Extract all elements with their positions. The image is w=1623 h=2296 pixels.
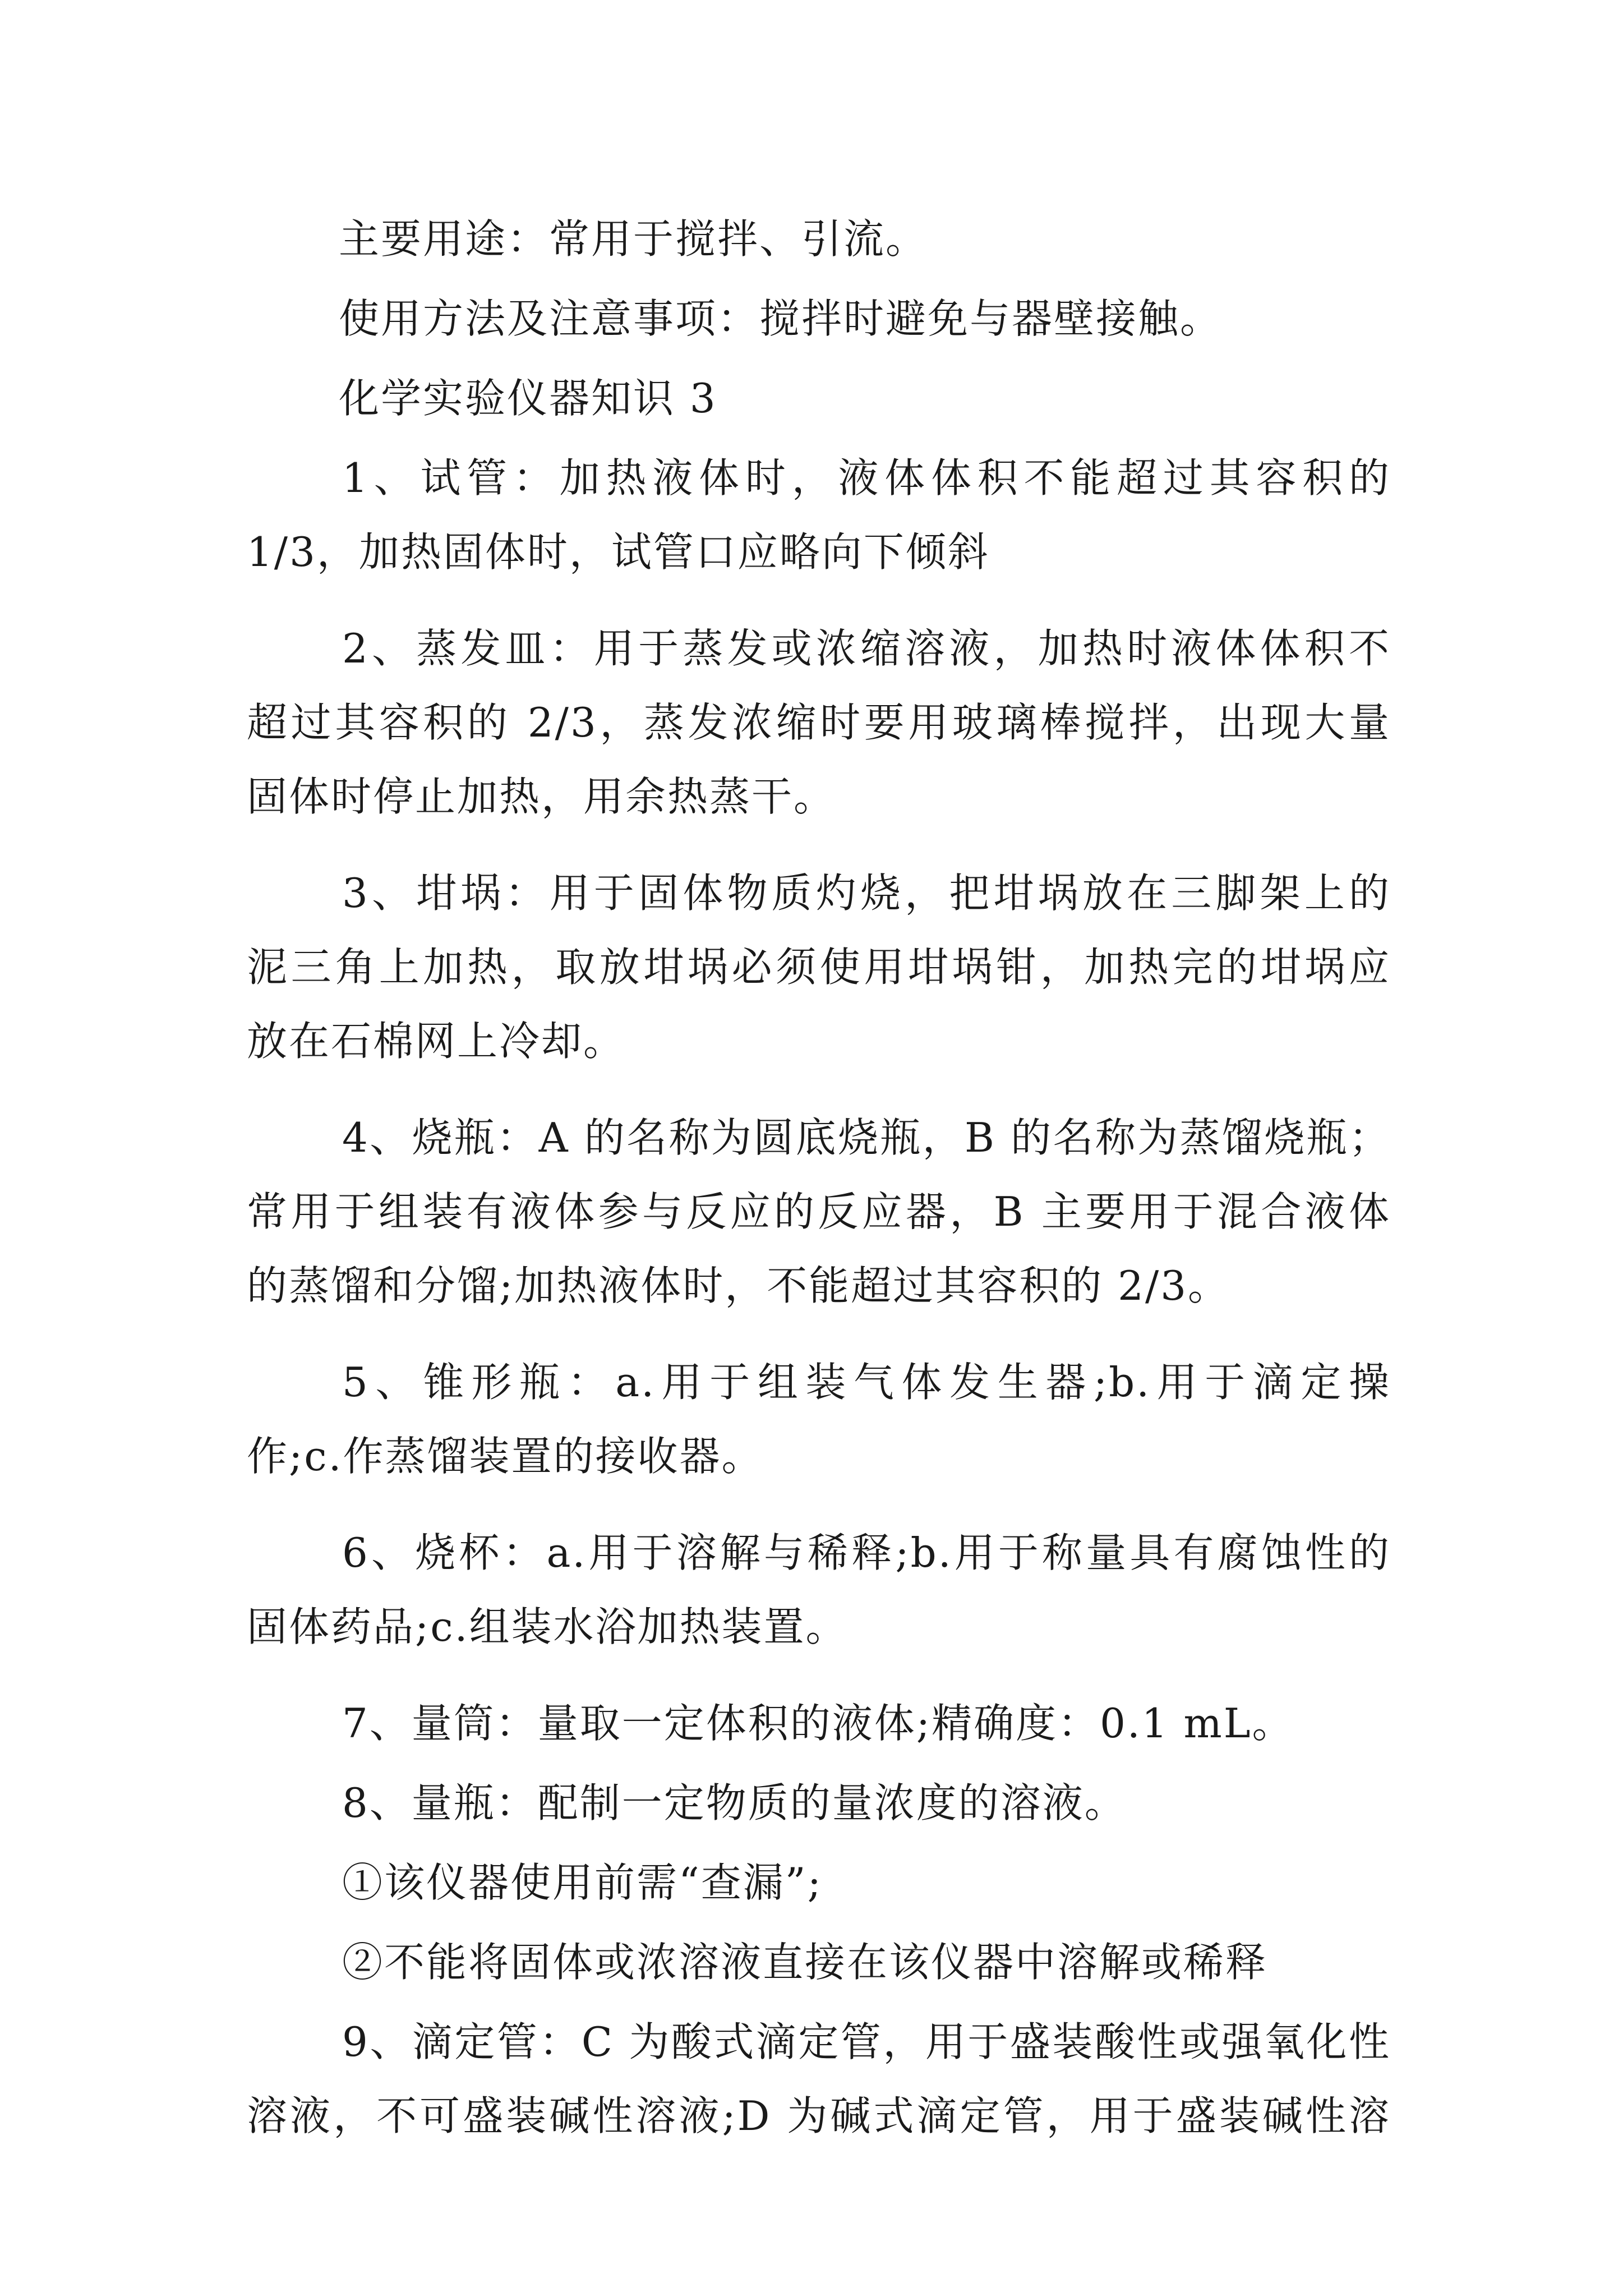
text-line-usage-notes: 使用方法及注意事项：搅拌时避免与器壁接触。 xyxy=(339,295,1223,342)
item-8-note-2: ②不能将固体或浓溶液直接在该仪器中溶解或稀释 xyxy=(342,1939,1268,1986)
item-6-line-1: 6、烧杯：a.用于溶解与稀释;b.用于称量具有腐蚀性的 xyxy=(342,1529,1391,1576)
item-9-line-1: 9、滴定管：C 为酸式滴定管，用于盛装酸性或强氧化性 xyxy=(342,2018,1391,2065)
item-5-line-2: 作;c.作蒸馏装置的接收器。 xyxy=(247,1433,764,1480)
item-2-line-1: 2、蒸发皿：用于蒸发或浓缩溶液，加热时液体体积不 xyxy=(342,625,1391,672)
item-7-line-1: 7、量筒：量取一定体积的液体;精确度：0.1 mL。 xyxy=(342,1700,1294,1747)
section-heading: 化学实验仪器知识 3 xyxy=(339,375,717,422)
item-4-line-1: 4、烧瓶：A 的名称为圆底烧瓶，B 的名称为蒸馏烧瓶； xyxy=(342,1114,1391,1161)
text-line-main-use: 主要用途：常用于搅拌、引流。 xyxy=(339,215,928,263)
item-3-line-1: 3、坩埚：用于固体物质灼烧，把坩埚放在三脚架上的 xyxy=(342,869,1391,917)
item-3-line-3: 放在石棉网上冷却。 xyxy=(247,1018,626,1065)
item-4-line-2: 常用于组装有液体参与反应的反应器，B 主要用于混合液体 xyxy=(247,1188,1391,1235)
item-2-line-3: 固体时停止加热，用余热蒸干。 xyxy=(247,773,836,820)
item-5-line-1: 5、锥形瓶：a.用于组装气体发生器;b.用于滴定操 xyxy=(342,1359,1391,1406)
item-1-line-2: 1/3，加热固体时，试管口应略向下倾斜 xyxy=(247,528,990,576)
document-body xyxy=(247,202,1391,2153)
item-6-line-2: 固体药品;c.组装水浴加热装置。 xyxy=(247,1603,848,1650)
item-8-line-1: 8、量瓶：配制一定物质的量浓度的溶液。 xyxy=(342,1779,1127,1826)
item-1-line-1: 1、试管：加热液体时，液体体积不能超过其容积的 xyxy=(342,454,1391,501)
item-9-line-2: 溶液，不可盛装碱性溶液;D 为碱式滴定管，用于盛装碱性溶 xyxy=(247,2092,1391,2139)
item-3-line-2: 泥三角上加热，取放坩埚必须使用坩埚钳，加热完的坩埚应 xyxy=(247,944,1391,991)
item-4-line-3: 的蒸馏和分馏;加热液体时，不能超过其容积的 2/3。 xyxy=(247,1262,1230,1309)
item-2-line-2: 超过其容积的 2/3，蒸发浓缩时要用玻璃棒搅拌，出现大量 xyxy=(247,699,1391,746)
item-8-note-1: ①该仪器使用前需“查漏”; xyxy=(342,1859,823,1906)
